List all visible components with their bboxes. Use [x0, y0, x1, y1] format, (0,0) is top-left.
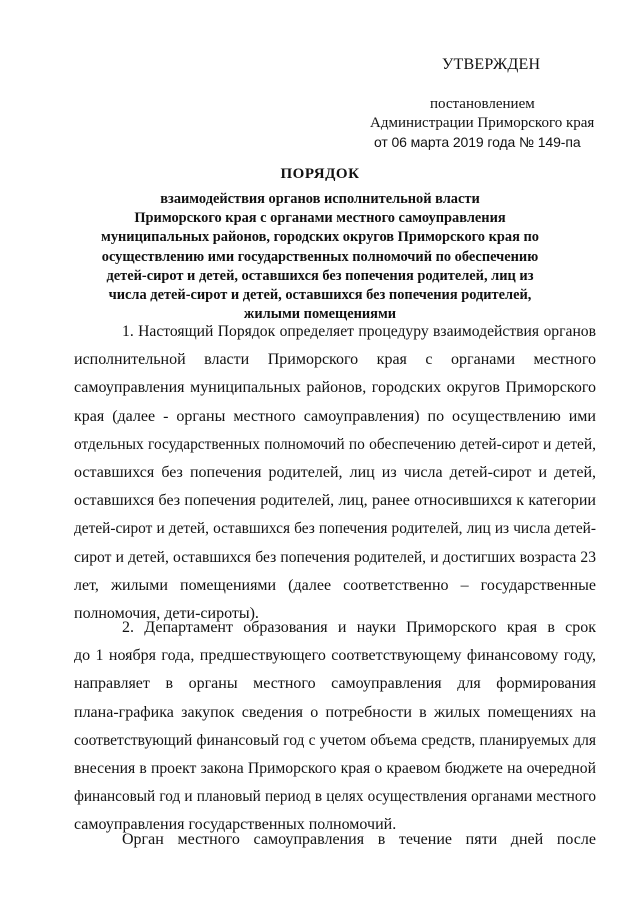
text-line: 2. Департамент образования и науки Приморского края в срок [122, 619, 596, 636]
text-line: внесения в проект закона Приморского края о краевом бюджете на очередной [74, 759, 596, 777]
text-line: Орган местного самоуправления в течение пяти дней после [122, 831, 596, 848]
subtitle-line: Приморского края с органами местного самоуправления [134, 210, 506, 227]
paragraph-1 [74, 318, 596, 628]
text-line: направляет в органы местного самоуправления для формирования [74, 675, 596, 693]
text-line: оставшихся без попечения родителей, лиц из числа детей-сирот и детей, [74, 463, 596, 481]
text-line: отдельных государственных полномочий по обеспечению детей-сирот и детей, [74, 435, 596, 453]
subtitle-line: детей-сирот и детей, оставшихся без попечения родителей, лиц из [106, 267, 534, 284]
text-line: самоуправления государственных полномочий. [74, 816, 397, 834]
decree-date-number: от 06 марта 2019 года № 149-па [374, 134, 581, 150]
text-line: исполнительной власти Приморского края с органами местного [74, 351, 596, 369]
paragraph-3 [74, 826, 596, 854]
text-line: детей-сирот и детей, оставшихся без попечения родителей, лиц из числа детей- [74, 520, 596, 538]
paragraph-2 [74, 614, 596, 840]
document-title: ПОРЯДОК [280, 166, 360, 182]
subtitle-line: муниципальных районов, городских округов Приморского края по [101, 229, 539, 246]
approved-heading: УТВЕРЖДЕН [442, 56, 541, 73]
text-line: самоуправления муниципальных районов, городских округов Приморского [74, 379, 596, 397]
text-line: сирот и детей, оставшихся без попечения родителей, и достигших возраста 23 [74, 548, 596, 566]
text-line: лет, жилыми помещениями (далее соответственно – государственные [74, 576, 596, 594]
text-line: полномочия, дети-сироты). [74, 604, 259, 622]
document-subtitle [60, 190, 580, 324]
subtitle-line: жилыми помещениями [243, 306, 397, 323]
text-line: соответствующий финансовый год с учетом объема средств, планируемых для [74, 731, 596, 749]
text-line: плана-графика закупок сведения о потребности в жилых помещениях на [74, 703, 596, 721]
subtitle-line: числа детей-сирот и детей, оставшихся без попечения родителей, [108, 287, 532, 304]
resolution-line: постановлением [430, 96, 535, 112]
administration-line: Администрации Приморского края [370, 115, 595, 131]
subtitle-line: взаимодействия органов исполнительной власти [160, 191, 480, 207]
text-line: края (далее - органы местного самоуправления) по осуществлению ими [74, 407, 596, 425]
text-line: оставшихся без попечения родителей, лиц, ранее относившихся к категории [74, 492, 596, 510]
subtitle-line: осуществлению ими государственных полномочий по обеспечению [101, 248, 539, 265]
text-line: финансовый год и плановый период в целях осуществления органами местного [74, 788, 596, 806]
text-line: 1. Настоящий Порядок определяет процедуру взаимодействия органов [122, 323, 596, 340]
text-line: до 1 ноября года, предшествующего соответствующему финансовому году, [74, 647, 596, 665]
